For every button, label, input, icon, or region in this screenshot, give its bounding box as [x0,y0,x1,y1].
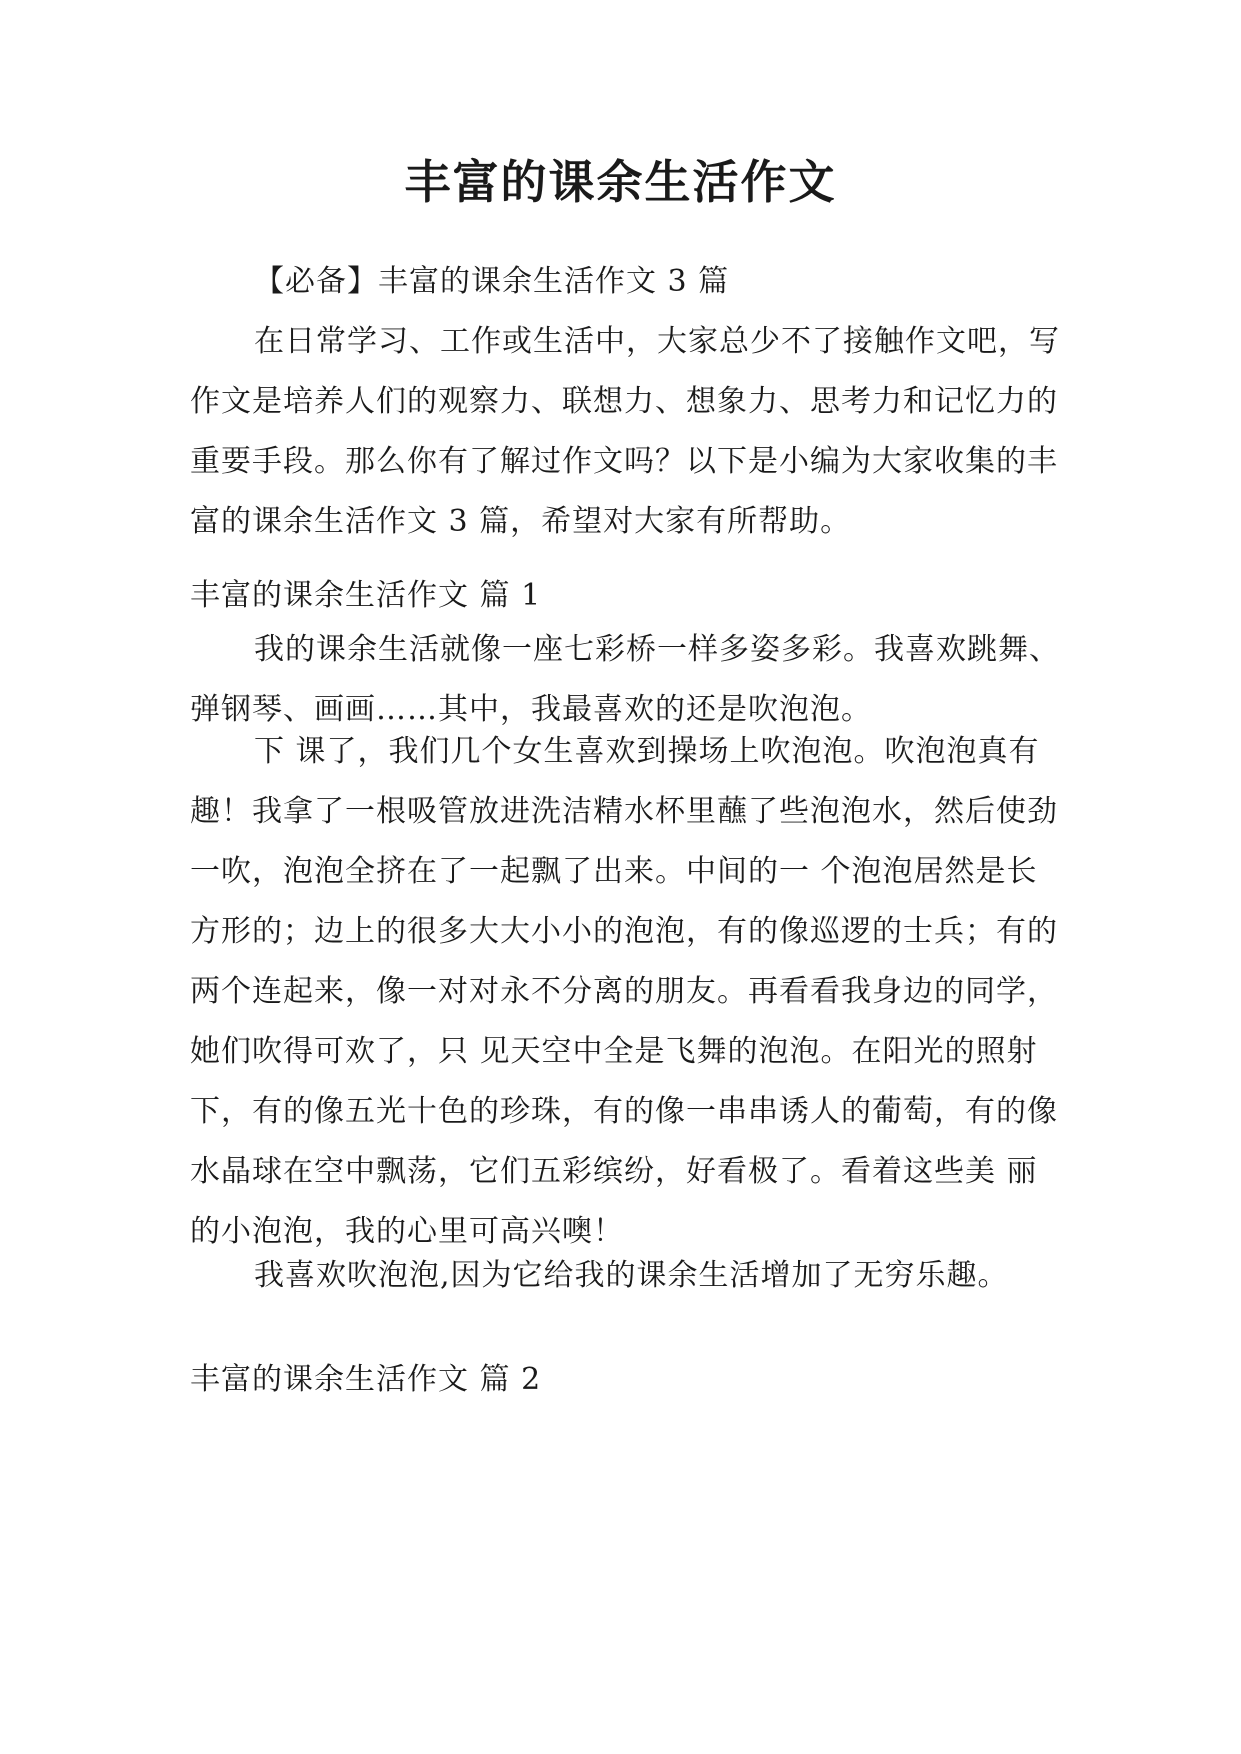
section-1-paragraph-3: 我喜欢吹泡泡,因为它给我的课余生活增加了无穷乐趣。 [254,1258,1009,1293]
section-heading-2: 丰富的课余生活作文 篇 2 [190,1362,542,1397]
document-title: 丰富的课余生活作文 [404,155,837,209]
intro-label: 【必备】丰富的课余生活作文 3 篇 [254,264,730,299]
intro-paragraph: 在日常学习、工作或生活中，大家总少不了接触作文吧，写作文是培养人们的观察力、联想力、想象力、思考力和记忆力的重要手段。那么你有了解过作文吗？以下是小编为大家收集的丰富的课余生活作文 3 篇，希望对大家有所帮助。 [190,324,1060,539]
section-1-paragraph-2: 下 课了，我们几个女生喜欢到操场上吹泡泡。吹泡泡真有趣！我拿了一根吸管放进洗洁精水杯里蘸了些泡泡水，然后使劲一吹，泡泡全挤在了一起飘了出来。中间的一 个泡泡居然是长方形的；边上的很多大大小小的泡泡，有的像巡逻的士兵；有的两个连起来，像一对对永不分离的朋友。再看看我身边的同学，她们吹得可欢了，只 见天空中全是飞舞的泡泡。在阳光的照射下，有的像五光十色的珍珠，有的像一串串诱人的葡萄，有的像水晶球在空中飘荡，它们五彩缤纷，好看极了。看着这些美 丽的小泡泡，我的心里可高兴噢！ [190,734,1058,1249]
section-heading-1: 丰富的课余生活作文 篇 1 [190,578,542,613]
section-1-paragraph-1: 我的课余生活就像一座七彩桥一样多姿多彩。我喜欢跳舞、弹钢琴、画画……其中，我最喜欢的还是吹泡泡。 [190,632,1060,727]
